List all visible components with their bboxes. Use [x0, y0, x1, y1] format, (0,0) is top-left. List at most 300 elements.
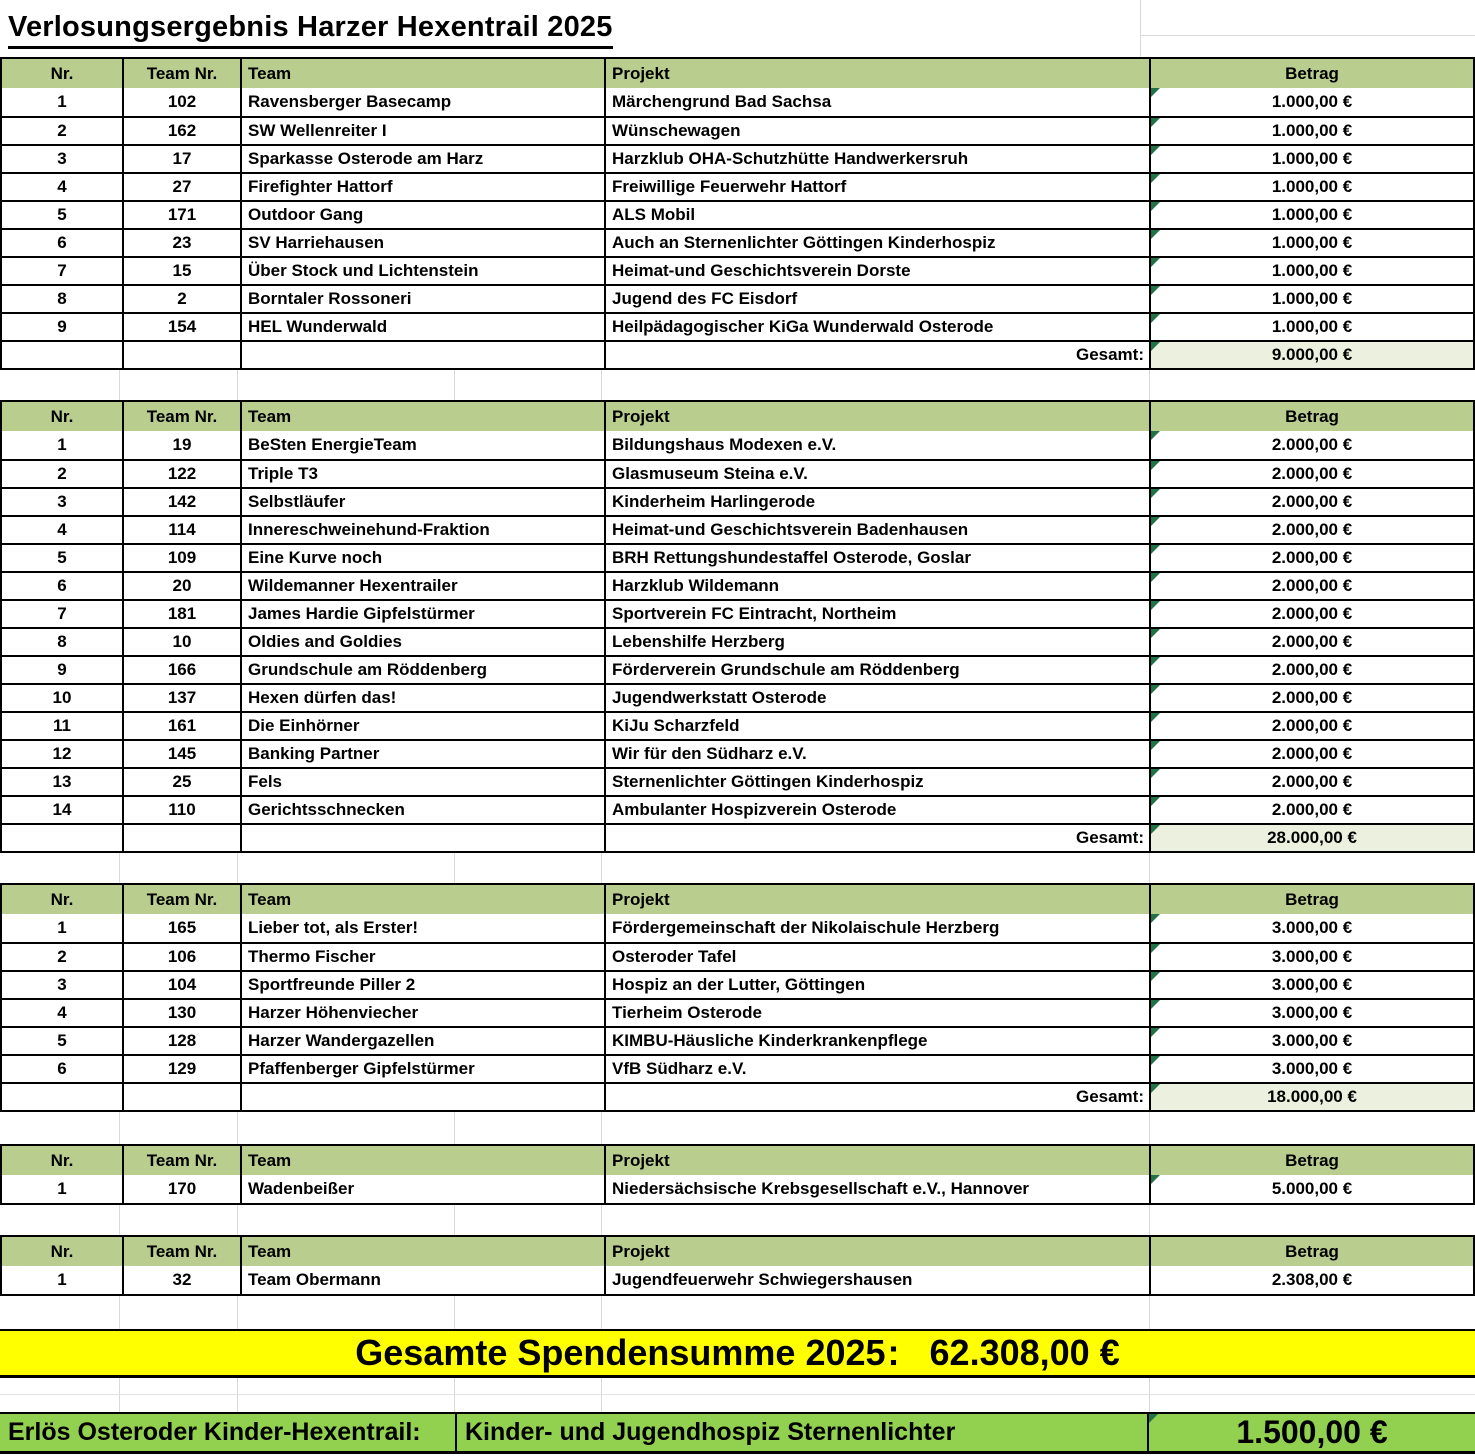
cell-nr: 7: [57, 261, 67, 280]
cell-team: Harzer Wandergazellen: [240, 1028, 604, 1054]
cell-nr: 1: [57, 92, 67, 111]
cell-betrag: [1149, 286, 1473, 312]
cell-team: Oldies and Goldies: [240, 629, 604, 655]
cell-nr: 6: [57, 1059, 67, 1078]
cell-projekt: Harzklub Wildemann: [604, 573, 1149, 599]
error-marker-icon: [1151, 517, 1160, 526]
header-betrag: Betrag: [1149, 1146, 1473, 1175]
error-marker-icon: [1151, 202, 1160, 211]
error-marker-icon: [1151, 286, 1160, 295]
cell-team-empty: [240, 1084, 604, 1110]
error-marker-icon: [1151, 342, 1160, 351]
error-marker-icon: [1151, 657, 1160, 666]
cell-team-nr-empty: [122, 825, 240, 851]
results-table-1000: [0, 57, 1475, 370]
error-marker-icon: [1151, 972, 1160, 981]
table-header-row: [2, 1237, 1473, 1266]
table-header-row: [2, 1146, 1473, 1175]
betrag-value: 2.000,00 €: [1271, 660, 1353, 679]
cell-team-nr: 102: [122, 88, 240, 116]
cell-nr: 7: [57, 604, 67, 623]
cell-team-nr: 122: [122, 461, 240, 487]
header-projekt: Projekt: [604, 1237, 1149, 1266]
cell-team: Wadenbeißer: [240, 1175, 604, 1203]
cell-team: Hexen dürfen das!: [240, 685, 604, 711]
cell-betrag: [1149, 601, 1473, 627]
cell-betrag: [1149, 88, 1473, 116]
cell-nr: 8: [57, 289, 67, 308]
header-betrag: Betrag: [1149, 885, 1473, 914]
cell-nr: 4: [57, 1003, 67, 1022]
error-marker-icon: [1151, 431, 1160, 440]
cell-projekt: Jugendwerkstatt Osterode: [604, 685, 1149, 711]
table-row: [2, 144, 1473, 172]
header-betrag: Betrag: [1149, 59, 1473, 88]
cell-betrag: [1149, 944, 1473, 970]
cell-nr: 12: [52, 744, 72, 763]
cell-betrag: [1149, 545, 1473, 571]
cell-nr: 6: [57, 576, 67, 595]
cell-team: SW Wellenreiter I: [240, 118, 604, 144]
total-donation-banner: [0, 1329, 1475, 1378]
cell-team-nr: 154: [122, 314, 240, 340]
gesamt-row: [2, 1082, 1473, 1110]
error-marker-icon: [1151, 1175, 1160, 1184]
cell-betrag: [1149, 914, 1473, 942]
betrag-value: 1.000,00 €: [1271, 205, 1353, 224]
betrag-value: 2.000,00 €: [1271, 800, 1353, 819]
header-team: Team: [240, 885, 604, 914]
betrag-value: 9.000,00 €: [1271, 345, 1353, 364]
cell-team: Grundschule am Röddenberg: [240, 657, 604, 683]
title-row: [0, 0, 1475, 57]
cell-team: Die Einhörner: [240, 713, 604, 739]
header-nr: Nr.: [50, 406, 74, 426]
cell-team-nr: 114: [122, 517, 240, 543]
cell-projekt: Jugendfeuerwehr Schwiegershausen: [604, 1266, 1149, 1294]
gesamt-value-cell: [1149, 825, 1473, 851]
cell-team-nr: 10: [122, 629, 240, 655]
cell-team-nr: 32: [122, 1266, 240, 1294]
cell-team-nr: 166: [122, 657, 240, 683]
error-marker-icon: [1151, 713, 1160, 722]
cell-nr: 1: [57, 918, 67, 937]
cell-team-nr: 129: [122, 1056, 240, 1082]
gridline-horizontal: [1140, 35, 1475, 36]
error-marker-icon: [1151, 146, 1160, 155]
table-row: [2, 795, 1473, 823]
cell-betrag: [1149, 769, 1473, 795]
cell-betrag: [1149, 741, 1473, 767]
spacer-row: [0, 853, 1475, 883]
betrag-value: 5.000,00 €: [1271, 1179, 1353, 1198]
cell-team: Lieber tot, als Erster!: [240, 914, 604, 942]
cell-projekt: Wünschewagen: [604, 118, 1149, 144]
footer-project: Kinder- und Jugendhospiz Sternenlichter: [455, 1414, 1147, 1451]
gesamt-row: [2, 823, 1473, 851]
footer-amount: [1147, 1414, 1475, 1451]
betrag-value: 2.308,00 €: [1271, 1270, 1353, 1289]
error-marker-icon: [1151, 489, 1160, 498]
cell-betrag: [1149, 118, 1473, 144]
error-marker-icon: [1151, 230, 1160, 239]
error-marker-icon: [1151, 1084, 1160, 1093]
betrag-value: 1.000,00 €: [1271, 92, 1353, 111]
cell-projekt: Ambulanter Hospizverein Osterode: [604, 797, 1149, 823]
cell-nr: 10: [52, 688, 72, 707]
cell-betrag: [1149, 972, 1473, 998]
error-marker-icon: [1151, 88, 1160, 97]
cell-nr-empty: [2, 1084, 122, 1110]
cell-nr: 3: [57, 149, 67, 168]
header-betrag: Betrag: [1149, 1237, 1473, 1266]
spacer-row: [0, 370, 1475, 400]
results-table-2000: [0, 400, 1475, 853]
cell-projekt: Osteroder Tafel: [604, 944, 1149, 970]
table-row: [2, 172, 1473, 200]
cell-nr: 4: [57, 520, 67, 539]
cell-team: Ravensberger Basecamp: [240, 88, 604, 116]
cell-team-nr: 110: [122, 797, 240, 823]
gesamt-value-cell: [1149, 342, 1473, 368]
betrag-value: 3.000,00 €: [1271, 1031, 1353, 1050]
table-header-row: [2, 885, 1473, 914]
banner-value: 62.308,00 €: [929, 1332, 1120, 1373]
footer-label: Erlös Osteroder Kinder-Hexentrail:: [8, 1418, 421, 1446]
cell-nr: 1: [57, 1270, 67, 1289]
cell-team-nr: 27: [122, 174, 240, 200]
error-marker-icon: [1151, 944, 1160, 953]
cell-betrag: [1149, 146, 1473, 172]
cell-nr: 5: [57, 205, 67, 224]
header-team: Team: [240, 402, 604, 431]
betrag-value: 2.000,00 €: [1271, 520, 1353, 539]
gesamt-label: Gesamt:: [604, 1084, 1149, 1110]
cell-team: Gerichtsschnecken: [240, 797, 604, 823]
error-marker-icon: [1151, 629, 1160, 638]
cell-team: Banking Partner: [240, 741, 604, 767]
cell-team-nr: 130: [122, 1000, 240, 1026]
header-nr: Nr.: [50, 63, 74, 83]
table-row: [2, 767, 1473, 795]
betrag-value: 2.000,00 €: [1271, 604, 1353, 623]
betrag-value: 2.000,00 €: [1271, 744, 1353, 763]
cell-team: Triple T3: [240, 461, 604, 487]
error-marker-icon: [1151, 914, 1160, 923]
table-row: [2, 942, 1473, 970]
cell-team-nr: 170: [122, 1175, 240, 1203]
results-table-5000: [0, 1144, 1475, 1205]
cell-team-nr: 181: [122, 601, 240, 627]
cell-nr-empty: [2, 825, 122, 851]
cell-projekt: Heimat-und Geschichtsverein Badenhausen: [604, 517, 1149, 543]
cell-nr: 5: [57, 548, 67, 567]
header-team: Team: [240, 1146, 604, 1175]
cell-betrag: [1149, 489, 1473, 515]
cell-projekt: Niedersächsische Krebsgesellschaft e.V., Hannover: [604, 1175, 1149, 1203]
cell-projekt: Auch an Sternenlichter Göttingen Kinderhospiz: [604, 230, 1149, 256]
error-marker-icon: [1151, 118, 1160, 127]
cell-betrag: [1149, 230, 1473, 256]
footer-amount-value: 1.500,00 €: [1236, 1414, 1388, 1450]
table-row: [2, 571, 1473, 599]
error-marker-icon: [1151, 1056, 1160, 1065]
betrag-value: 2.000,00 €: [1271, 548, 1353, 567]
error-marker-icon: [1151, 685, 1160, 694]
header-team-nr: Team Nr.: [122, 402, 240, 431]
table-row: [2, 543, 1473, 571]
gesamt-label: Gesamt:: [604, 342, 1149, 368]
cell-nr: 1: [57, 1179, 67, 1198]
cell-betrag: [1149, 461, 1473, 487]
cell-betrag: [1149, 258, 1473, 284]
table-row: [2, 998, 1473, 1026]
cell-betrag: [1149, 1056, 1473, 1082]
cell-betrag: [1149, 1000, 1473, 1026]
betrag-value: 3.000,00 €: [1271, 975, 1353, 994]
cell-nr: 3: [57, 975, 67, 994]
cell-nr: 2: [57, 464, 67, 483]
cell-betrag: [1149, 1028, 1473, 1054]
header-team-nr: Team Nr.: [122, 885, 240, 914]
cell-team: Firefighter Hattorf: [240, 174, 604, 200]
cell-betrag: [1149, 573, 1473, 599]
cell-betrag: [1149, 657, 1473, 683]
cell-team: Pfaffenberger Gipfelstürmer: [240, 1056, 604, 1082]
cell-team: SV Harriehausen: [240, 230, 604, 256]
cell-team-empty: [240, 342, 604, 368]
cell-projekt: Kinderheim Harlingerode: [604, 489, 1149, 515]
table-row: [2, 683, 1473, 711]
error-marker-icon: [1151, 601, 1160, 610]
cell-team: Sparkasse Osterode am Harz: [240, 146, 604, 172]
cell-projekt: Harzklub OHA-Schutzhütte Handwerkersruh: [604, 146, 1149, 172]
cell-projekt: Förderverein Grundschule am Röddenberg: [604, 657, 1149, 683]
error-marker-icon: [1151, 769, 1160, 778]
betrag-value: 1.000,00 €: [1271, 177, 1353, 196]
betrag-value: 2.000,00 €: [1271, 716, 1353, 735]
table-row: [2, 284, 1473, 312]
header-nr: Nr.: [50, 889, 74, 909]
cell-team: Wildemanner Hexentrailer: [240, 573, 604, 599]
spacer-row: [0, 1112, 1475, 1144]
spacer-row: [0, 1296, 1475, 1329]
error-marker-icon: [1149, 1414, 1158, 1423]
cell-team: Über Stock und Lichtenstein: [240, 258, 604, 284]
header-team-nr: Team Nr.: [122, 1146, 240, 1175]
betrag-value: 1.000,00 €: [1271, 261, 1353, 280]
betrag-value: 1.000,00 €: [1271, 233, 1353, 252]
cell-nr: 14: [52, 800, 72, 819]
betrag-value: 2.000,00 €: [1271, 688, 1353, 707]
gridline-vertical: [1140, 0, 1141, 57]
cell-nr: 2: [57, 121, 67, 140]
spacer-row: [0, 1378, 1475, 1395]
error-marker-icon: [1151, 1000, 1160, 1009]
betrag-value: 2.000,00 €: [1271, 492, 1353, 511]
cell-betrag: [1149, 202, 1473, 228]
error-marker-icon: [1151, 1028, 1160, 1037]
cell-team-nr: 17: [122, 146, 240, 172]
table-row: [2, 1266, 1473, 1294]
cell-team-nr: 142: [122, 489, 240, 515]
cell-team: Selbstläufer: [240, 489, 604, 515]
cell-team-nr: 20: [122, 573, 240, 599]
results-table-2308: [0, 1235, 1475, 1296]
kinder-hexentrail-row: [0, 1412, 1475, 1454]
cell-team-nr: 137: [122, 685, 240, 711]
cell-team-nr: 15: [122, 258, 240, 284]
cell-betrag: [1149, 629, 1473, 655]
betrag-value: 2.000,00 €: [1271, 576, 1353, 595]
cell-nr: 11: [53, 716, 71, 735]
error-marker-icon: [1151, 314, 1160, 323]
header-projekt: Projekt: [604, 885, 1149, 914]
betrag-value: 2.000,00 €: [1271, 464, 1353, 483]
cell-team: HEL Wunderwald: [240, 314, 604, 340]
header-team-nr: Team Nr.: [122, 59, 240, 88]
cell-betrag: [1149, 174, 1473, 200]
cell-team-nr: 104: [122, 972, 240, 998]
cell-projekt: VfB Südharz e.V.: [604, 1056, 1149, 1082]
cell-nr: 3: [57, 492, 67, 511]
cell-team: Outdoor Gang: [240, 202, 604, 228]
header-team: Team: [240, 59, 604, 88]
table-row: [2, 914, 1473, 942]
header-team: Team: [240, 1237, 604, 1266]
header-nr: Nr.: [50, 1150, 74, 1170]
spacer-row: [0, 1205, 1475, 1235]
cell-betrag: [1149, 431, 1473, 459]
cell-team-nr: 128: [122, 1028, 240, 1054]
error-marker-icon: [1151, 797, 1160, 806]
cell-team-empty: [240, 825, 604, 851]
cell-team-nr: 161: [122, 713, 240, 739]
cell-nr: 13: [52, 772, 72, 791]
table-row: [2, 1026, 1473, 1054]
cell-team-nr-empty: [122, 342, 240, 368]
betrag-value: 28.000,00 €: [1267, 828, 1357, 847]
cell-betrag: [1149, 1266, 1473, 1294]
betrag-value: 3.000,00 €: [1271, 1059, 1353, 1078]
banner-label: Gesamte Spendensumme 2025: [355, 1332, 886, 1373]
table-header-row: [2, 402, 1473, 431]
cell-team: Team Obermann: [240, 1266, 604, 1294]
cell-projekt: Freiwillige Feuerwehr Hattorf: [604, 174, 1149, 200]
header-projekt: Projekt: [604, 402, 1149, 431]
betrag-value: 1.000,00 €: [1271, 149, 1353, 168]
gesamt-label: Gesamt:: [604, 825, 1149, 851]
table-row: [2, 655, 1473, 683]
cell-betrag: [1149, 314, 1473, 340]
header-nr: Nr.: [50, 1241, 74, 1261]
cell-projekt: Bildungshaus Modexen e.V.: [604, 431, 1149, 459]
cell-nr: 2: [57, 947, 67, 966]
betrag-value: 1.000,00 €: [1271, 121, 1353, 140]
error-marker-icon: [1151, 461, 1160, 470]
error-marker-icon: [1151, 573, 1160, 582]
gesamt-row: [2, 340, 1473, 368]
cell-nr-empty: [2, 342, 122, 368]
table-row: [2, 88, 1473, 116]
betrag-value: 3.000,00 €: [1271, 1003, 1353, 1022]
table-row: [2, 711, 1473, 739]
cell-team-nr: 162: [122, 118, 240, 144]
table-row: [2, 739, 1473, 767]
gesamt-value-cell: [1149, 1084, 1473, 1110]
cell-betrag: [1149, 797, 1473, 823]
cell-projekt: Heilpädagogischer KiGa Wunderwald Osterode: [604, 314, 1149, 340]
cell-team: Eine Kurve noch: [240, 545, 604, 571]
error-marker-icon: [1151, 258, 1160, 267]
table-row: [2, 116, 1473, 144]
cell-projekt: Sternenlichter Göttingen Kinderhospiz: [604, 769, 1149, 795]
cell-team: James Hardie Gipfelstürmer: [240, 601, 604, 627]
cell-nr: 1: [57, 435, 67, 454]
betrag-value: 1.000,00 €: [1271, 317, 1353, 336]
banner-separator: :: [887, 1332, 900, 1373]
cell-team-nr: 165: [122, 914, 240, 942]
table-row: [2, 627, 1473, 655]
table-row: [2, 599, 1473, 627]
cell-team-nr: 106: [122, 944, 240, 970]
cell-nr: 9: [57, 317, 67, 336]
cell-team: Thermo Fischer: [240, 944, 604, 970]
cell-team-nr: 145: [122, 741, 240, 767]
betrag-value: 2.000,00 €: [1271, 435, 1353, 454]
cell-projekt: Jugend des FC Eisdorf: [604, 286, 1149, 312]
betrag-value: 3.000,00 €: [1271, 918, 1353, 937]
cell-team: Sportfreunde Piller 2: [240, 972, 604, 998]
betrag-value: 2.000,00 €: [1271, 632, 1353, 651]
error-marker-icon: [1151, 545, 1160, 554]
header-betrag: Betrag: [1149, 402, 1473, 431]
cell-betrag: [1149, 1175, 1473, 1203]
header-team-nr: Team Nr.: [122, 1237, 240, 1266]
cell-projekt: Wir für den Südharz e.V.: [604, 741, 1149, 767]
cell-betrag: [1149, 713, 1473, 739]
header-projekt: Projekt: [604, 59, 1149, 88]
cell-projekt: Glasmuseum Steina e.V.: [604, 461, 1149, 487]
table-row: [2, 487, 1473, 515]
betrag-value: 1.000,00 €: [1271, 289, 1353, 308]
cell-team: Harzer Höhenviecher: [240, 1000, 604, 1026]
betrag-value: 3.000,00 €: [1271, 947, 1353, 966]
table-row: [2, 1054, 1473, 1082]
cell-nr: 5: [57, 1031, 67, 1050]
cell-team: BeSten EnergieTeam: [240, 431, 604, 459]
table-row: [2, 1175, 1473, 1203]
betrag-value: 18.000,00 €: [1267, 1087, 1357, 1106]
cell-projekt: KIMBU-Häusliche Kinderkrankenpflege: [604, 1028, 1149, 1054]
error-marker-icon: [1151, 174, 1160, 183]
cell-projekt: Heimat-und Geschichtsverein Dorste: [604, 258, 1149, 284]
error-marker-icon: [1151, 825, 1160, 834]
cell-team-nr: 2: [122, 286, 240, 312]
cell-projekt: Sportverein FC Eintracht, Northeim: [604, 601, 1149, 627]
cell-projekt: Tierheim Osterode: [604, 1000, 1149, 1026]
table-row: [2, 228, 1473, 256]
betrag-value: 2.000,00 €: [1271, 772, 1353, 791]
cell-projekt: Lebenshilfe Herzberg: [604, 629, 1149, 655]
cell-projekt: ALS Mobil: [604, 202, 1149, 228]
table-row: [2, 312, 1473, 340]
cell-nr: 9: [57, 660, 67, 679]
table-row: [2, 459, 1473, 487]
cell-projekt: Märchengrund Bad Sachsa: [604, 88, 1149, 116]
cell-team: Borntaler Rossoneri: [240, 286, 604, 312]
results-table-3000: [0, 883, 1475, 1112]
